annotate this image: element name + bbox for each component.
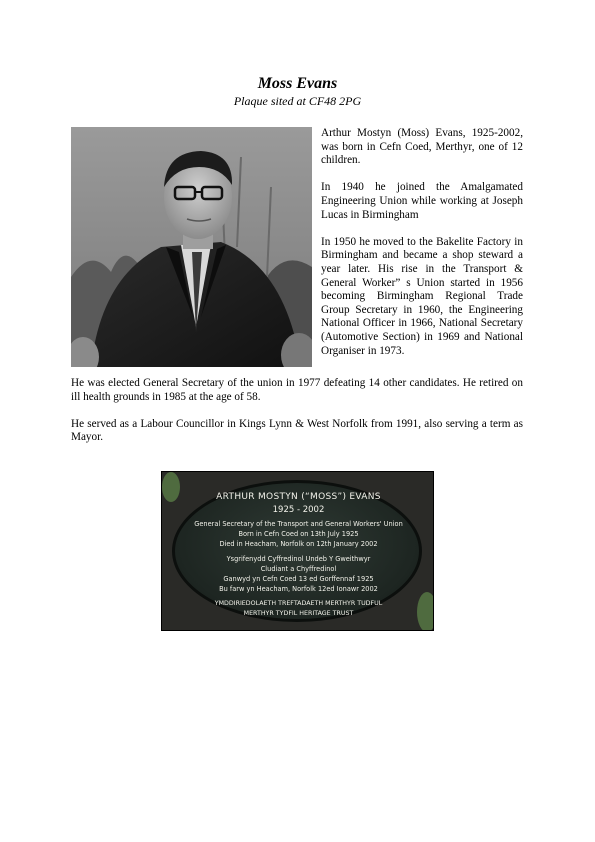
- plaque-line: Cludiant a Chyffredinol: [260, 565, 337, 573]
- career-paragraph: In 1950 he moved to the Bakelite Factory in Birmingham and became a shop steward a year later. His rise in the Transport & General Worker” s Union started in 1956 becoming Birmingham Regional Trade Group Secretary in 1960, the Engineering National Officer in 1966, National Secretary (Automotive Section) in 1969 and National Organiser in 1973.: [321, 235, 523, 357]
- general-secretary-paragraph: He was elected General Secretary of the union in 1977 defeating 14 other candidates. He retired on ill health grounds in 1985 at the age of 58.: [71, 377, 523, 403]
- plaque-line: Died in Heacham, Norfolk on 12th January 2002: [219, 540, 378, 548]
- plaque-name: ARTHUR MOSTYN (“MOSS”) EVANS: [216, 492, 381, 502]
- plaque-line: Ganwyd yn Cefn Coed 13 ed Gorffennaf 1925: [223, 575, 374, 583]
- plaque-line: General Secretary of the Transport and General Workers' Union: [194, 520, 403, 528]
- portrait-photo: [71, 127, 312, 367]
- page-title: Moss Evans: [257, 75, 338, 92]
- plaque-line: Ysgrifenydd Cyffredinol Undeb Y Gweithwyr: [226, 555, 371, 563]
- plaque-trust-welsh: YMDDIRIEDOLAETH TREFTADAETH MERTHYR TUDFUL: [214, 600, 383, 607]
- plaque-line: Bu farw yn Heacham, Norfolk 12ed Ionawr 2002: [219, 585, 378, 593]
- page-header: [0, 74, 595, 109]
- plaque-trust-english: MERTHYR TYDFIL HERITAGE TRUST: [243, 610, 354, 617]
- plaque-line: Born in Cefn Coed on 13th July 1925: [238, 530, 359, 538]
- page-subtitle: Plaque sited at CF48 2PG: [233, 94, 362, 108]
- side-text-column: [321, 127, 523, 372]
- plaque-years: 1925 - 2002: [272, 505, 325, 515]
- plaque-photo: [161, 471, 434, 631]
- intro-paragraph: Arthur Mostyn (Moss) Evans, 1925-2002, was born in Cefn Coed, Merthyr, one of 12 children.: [321, 127, 523, 167]
- union-paragraph: In 1940 he joined the Amalgamated Engineering Union while working at Joseph Lucas in Birmingham: [321, 181, 523, 221]
- councillor-paragraph: He served as a Labour Councillor in Kings Lynn & West Norfolk from 1991, also serving a term as Mayor.: [71, 417, 523, 444]
- full-text-column: [71, 377, 523, 459]
